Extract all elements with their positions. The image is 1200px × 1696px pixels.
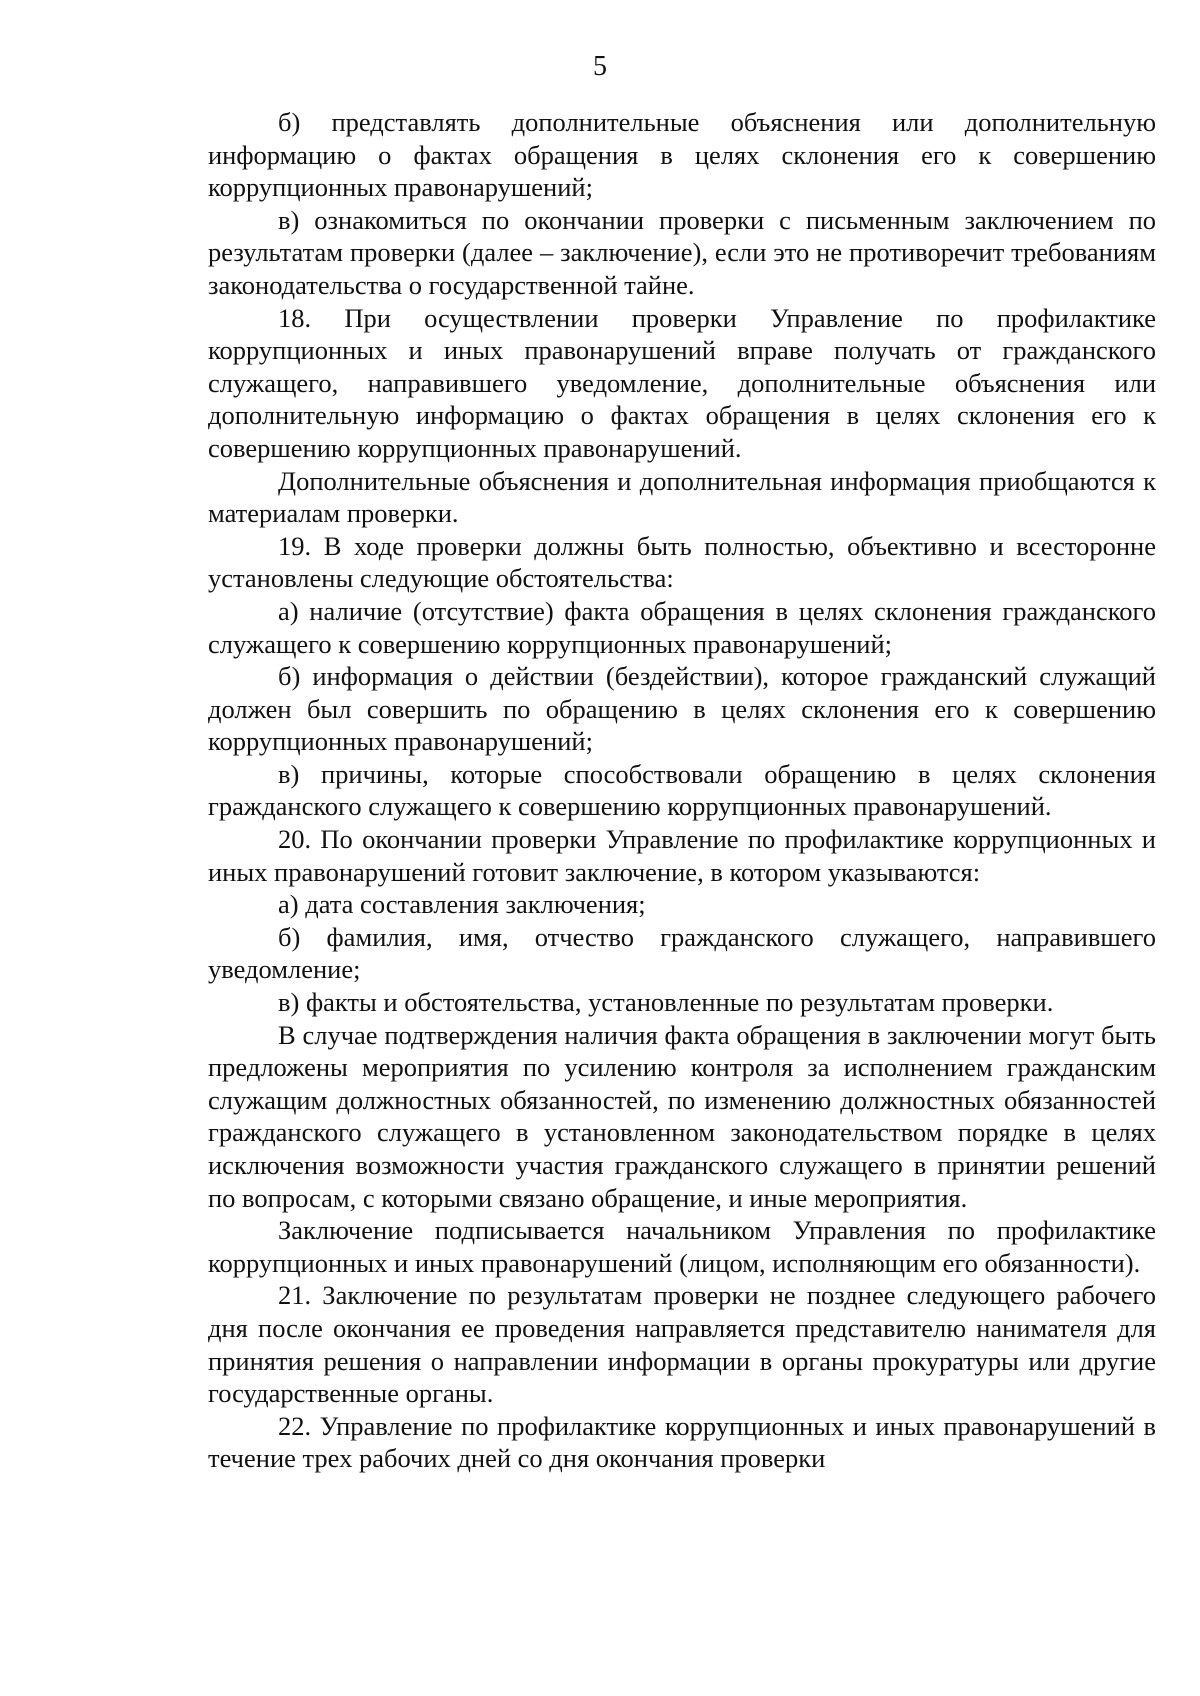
paragraph-18: 18. При осуществлении проверки Управление по профилактике коррупционных и иных правонарушений вправе получать от гражданского служащего, направившего уведомление, дополнительные объяснения или дополнительную информацию о фактах обращения в целях склонения его к совершению коррупционных правонарушений.: [208, 302, 1156, 463]
paragraph-20-signature: Заключение подписывается начальником Управления по профилактике коррупционных и иных правонарушений (лицом, исполняющим его обязанности).: [208, 1215, 1156, 1278]
paragraph-19: 19. В ходе проверки должны быть полностью, объективно и всесторонне установлены следующие обстоятельства:: [208, 530, 1156, 594]
paragraph-17v: в) ознакомиться по окончании проверки с письменным заключением по результатам проверки (далее – заключение), если это не противоречит требованиям законодательства о государственной тайне.: [208, 204, 1156, 300]
paragraph-20a: а) дата составления заключения;: [278, 889, 646, 920]
paragraph-20b: б) фамилия, имя, отчество гражданского служащего, направившего уведомление;: [208, 921, 1156, 985]
paragraph-17b: б) представлять дополнительные объяснения или дополнительную информацию о фактах обращения в целях склонения его к совершению коррупционных правонарушений;: [208, 107, 1156, 203]
page-number: 5: [593, 51, 607, 82]
paragraph-20: 20. По окончании проверки Управление по профилактике коррупционных и иных правонарушений готовит заключение, в котором указываются:: [208, 824, 1156, 887]
paragraph-20v: в) факты и обстоятельства, установленные по результатам проверки.: [278, 987, 1054, 1018]
paragraph-21: 21. Заключение по результатам проверки не позднее следующего рабочего дня после окончания ее проведения направляется представителю нанимателя для принятия решения о направлении информации в органы прокуратуры или другие государственные органы.: [208, 1280, 1156, 1409]
paragraph-22: 22. Управление по профилактике коррупционных и иных правонарушений в течение трех рабочих дней со дня окончания проверки: [208, 1410, 1156, 1474]
paragraph-19b: б) информация о действии (бездействии), которое гражданский служащий должен был совершить по обращению в целях склонения его к совершению коррупционных правонарушений;: [208, 661, 1156, 757]
paragraph-19v: в) причины, которые способствовали обращению в целях склонения гражданского служащего к совершению коррупционных правонарушений.: [208, 758, 1156, 822]
paragraph-18-additional: Дополнительные объяснения и дополнительная информация приобщаются к материалам проверки.: [208, 465, 1156, 529]
document-body: [208, 106, 1156, 1475]
paragraph-20-measures: В случае подтверждения наличия факта обращения в заключении могут быть предложены мероприятия по усилению контроля за исполнением гражданским служащим должностных обязанностей, по изменению должностных обязанностей гражданского служащего в установленном законодательством порядке в целях исключения возможности участия гражданского служащего в принятии решений по вопросам, с которыми связано обращение, и иные мероприятия.: [208, 1019, 1156, 1213]
paragraph-19a: а) наличие (отсутствие) факта обращения в целях склонения гражданского служащего к совершению коррупционных правонарушений;: [208, 595, 1156, 659]
